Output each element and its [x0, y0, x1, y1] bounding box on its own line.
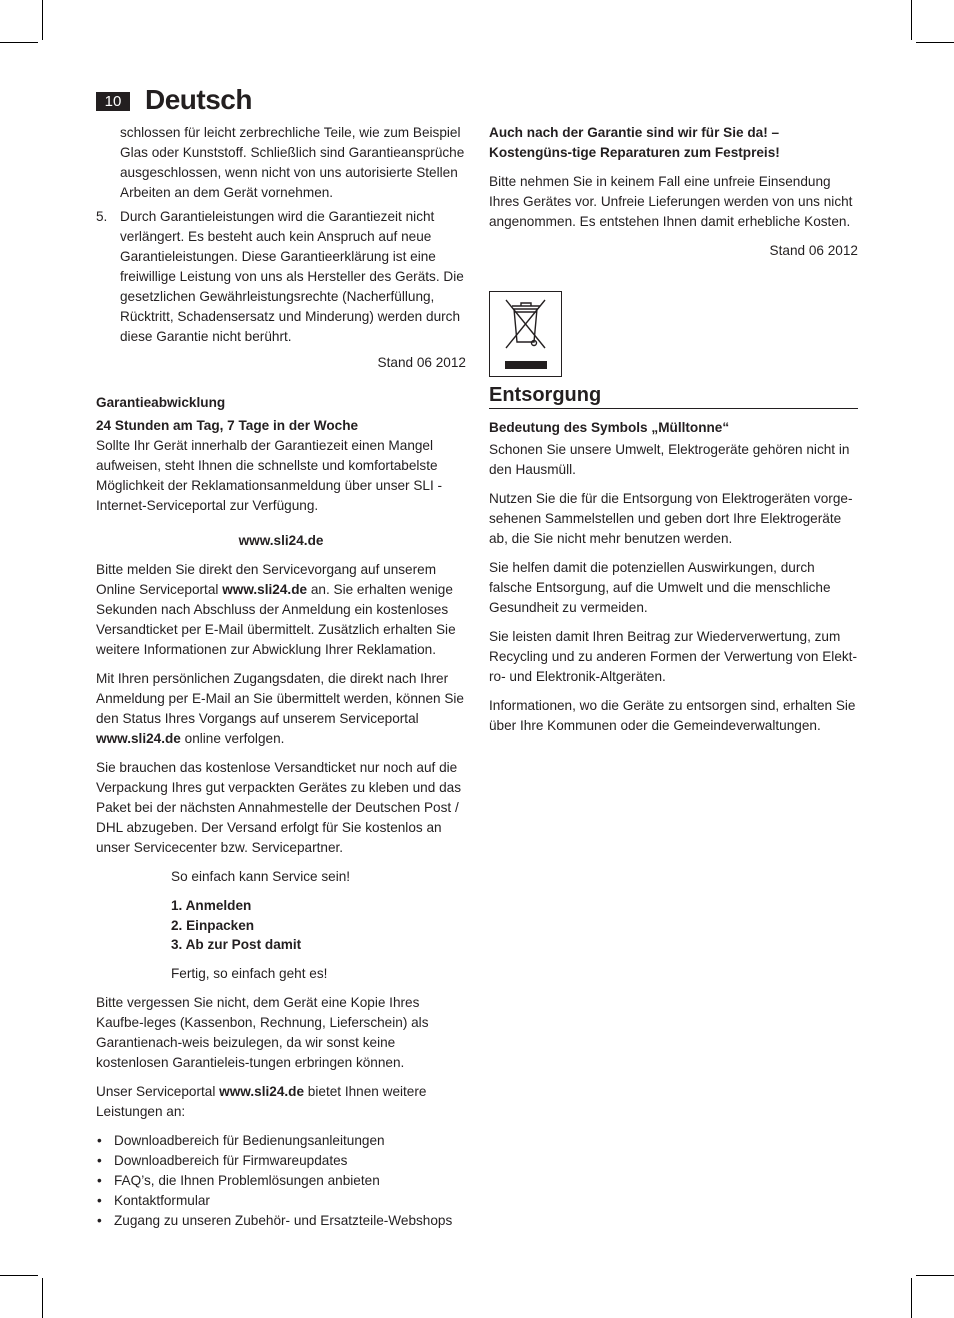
step-item: 1. Anmelden	[171, 898, 252, 913]
step-item: 3. Ab zur Post damit	[171, 937, 302, 952]
list-item-continued: schlossen für leicht zerbrechliche Teile, wie zum Beispiel Glas oder Kunststoff. Schließlich sind Garantieansprüche ausgeschlossen, wenn nicht von uns autorisierte Stellen Arbeiten an dem Gerät vornehmen.	[120, 125, 465, 200]
steps-list	[96, 896, 466, 955]
paragraph-online: Bitte melden Sie direkt den Servicevorgang auf unserem Online Serviceportal www.sli24.de an. Sie erhalten wenige Sekunden nach Abschluss der Anmeldung ein kostenloses Versandticket per E-Mail übermittelt. Zusätzlich erhalten Sie weitere Informationen zur Abwicklung Ihrer Reklamation.	[96, 562, 456, 657]
list-item-text: Durch Garantieleistungen wird die Garantiezeit nicht verlängert. Es besteht auch kein Anspruch auf neue Garantieleistungen. Diese Garantieerklärung ist eine freiwillige Leistung von uns als Hersteller des Geräts. Die gesetzlichen Gewährleistungsrechte (Nacherfüllung, Rücktritt, Schadensersatz und Minderung) werden durch diese Garantie nicht berührt.	[120, 209, 464, 344]
list-item: • Zugang zu unseren Zubehör- und Ersatzteile-Webshops	[96, 1211, 466, 1231]
crop-mark	[42, 0, 43, 40]
crop-mark	[0, 42, 38, 43]
heading-24h: 24 Stunden am Tag, 7 Tage in der Woche	[96, 418, 359, 433]
paragraph: Schonen Sie unsere Umwelt, Elektrogeräte gehören nicht in den Hausmüll.	[489, 442, 850, 477]
crop-mark	[0, 1275, 38, 1276]
step-item: 2. Einpacken	[171, 917, 255, 933]
paragraph-receipt: Bitte vergessen Sie nicht, dem Gerät eine Kopie Ihres Kaufbe-leges (Kassenbon, Rechnung, Lieferschein) als Garantienach-weis beizulegen, da wir sonst keine kostenlosen Garantieleis-tungen erbringen können.	[96, 994, 429, 1070]
list-item: • FAQ’s, die Ihnen Problemlösungen anbieten	[96, 1171, 466, 1191]
paragraph: Nutzen Sie die für die Entsorgung von Elektrogeräten vorge-sehenen Sammelstellen und geben dort Ihre Elektrogeräte ab, die Sie nicht mehr benutzen werden.	[489, 491, 853, 546]
page-title: Deutsch	[145, 84, 252, 115]
paragraph-status: Mit Ihren persönlichen Zugangsdaten, die direkt nach Ihrer Anmeldung per E-Mail an Sie übermittelt werden, können Sie den Status Ihres Vorgangs auf unserem Serviceportal www.sli24.de online verfolgen.	[96, 671, 464, 746]
list-item-5	[96, 207, 466, 347]
paragraph: Informationen, wo die Geräte zu entsorgen sind, erhalten Sie über Ihre Kommunen oder die Gemeindeverwaltungen.	[489, 698, 856, 733]
paragraph-after-warranty: Bitte nehmen Sie in keinem Fall eine unfreie Einsendung Ihres Gerätes vor. Unfreie Lieferungen werden von uns nicht angenommen. Es entstehen Ihnen damit erhebliche Kosten.	[489, 174, 853, 229]
stand-date: Stand 06 2012	[769, 243, 858, 258]
url-link[interactable]: www.sli24.de	[238, 533, 324, 548]
list-item-number: 5.	[96, 209, 108, 224]
sub-heading: Bedeutung des Symbols „Mülltonne“	[489, 420, 730, 435]
paragraph-intro: Sollte Ihr Gerät innerhalb der Garantiezeit einen Mangel aufweisen, steht Ihnen die schnellste und komfortabelste Möglichkeit der Reklamationsanmeldung über unser SLI - Internet-Serviceportal zur Verfügung.	[96, 438, 443, 513]
crop-mark	[911, 1278, 912, 1318]
list-item: • Downloadbereich für Firmwareupdates	[96, 1151, 466, 1171]
crop-mark	[916, 1275, 954, 1276]
crop-mark	[911, 0, 912, 40]
page-number: 10	[96, 92, 130, 111]
paragraph: Sie helfen damit die potenziellen Auswirkungen, durch falsche Entsorgung, auf die Umwelt und die menschliche Gesundheit zu vermeiden.	[489, 560, 831, 615]
list-item: • Downloadbereich für Bedienungsanleitungen	[96, 1131, 466, 1151]
fertig-text: Fertig, so einfach geht es!	[171, 965, 328, 981]
url-link[interactable]: www.sli24.de	[219, 1083, 305, 1099]
left-column	[96, 123, 466, 1231]
paragraph-portal: Unser Serviceportal www.sli24.de bietet Ihnen weitere Leistungen an:	[96, 1083, 427, 1119]
services-list	[96, 1131, 466, 1231]
service-slogan: So einfach kann Service sein!	[171, 869, 351, 884]
crossed-out-wheelie-bin-icon	[489, 291, 562, 377]
list-item: • Kontaktformular	[96, 1191, 466, 1211]
url-link[interactable]: www.sli24.de	[222, 582, 308, 597]
heading-garantieabwicklung: Garantieabwicklung	[96, 395, 226, 410]
section-title: Entsorgung	[489, 385, 858, 409]
heading-after-warranty: Auch nach der Garantie sind wir für Sie da! – Kostengüns-tige Reparaturen zum Festpreis!	[489, 125, 780, 160]
url-link[interactable]: www.sli24.de	[96, 731, 181, 746]
crop-mark	[916, 42, 954, 43]
stand-date: Stand 06 2012	[377, 355, 466, 370]
crop-mark	[42, 1278, 43, 1318]
paragraph: Sie leisten damit Ihren Beitrag zur Wiederverwertung, zum Recycling und zu anderen Formen der Verwertung von Elekt-ro- und Elektronik-Altgeräten.	[489, 629, 857, 684]
right-column	[489, 123, 858, 745]
paragraph-shipping: Sie brauchen das kostenlose Versandticket nur noch auf die Verpackung Ihres gut verpackten Gerätes zu kleben und das Paket bei der nächsten Annahmestelle der Deutschen Post / DHL abzugeben. Der Versand erfolgt für Sie kostenlos an unser Servicecenter bzw. Servicepartner.	[96, 760, 461, 855]
